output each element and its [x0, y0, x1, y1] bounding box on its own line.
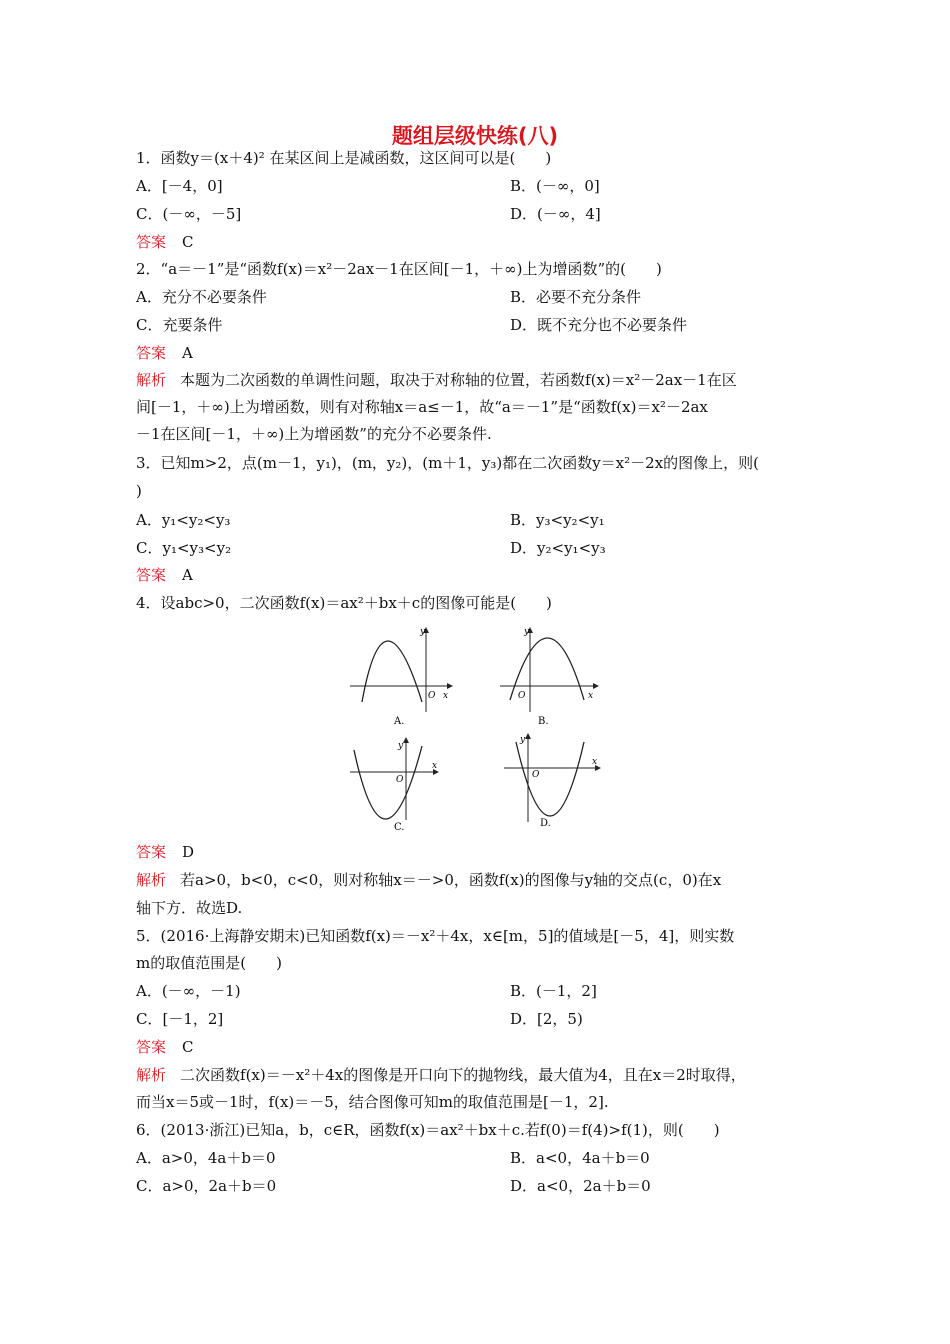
q1-option-a: A．[－4，0] [136, 177, 223, 195]
figure-d [504, 734, 600, 829]
q5-stem-cont: m的取值范围是( ) [136, 954, 282, 972]
axis-y-label: y [398, 741, 404, 751]
q3-option-b: B．y₃<y₂<y₁ [510, 511, 605, 529]
q1-stem: 1．函数y＝(x＋4)² 在某区间上是减函数，这区间可以是( ) [136, 149, 552, 167]
q4-answer [136, 842, 194, 862]
q3-option-d: D．y₂<y₁<y₃ [510, 539, 606, 557]
analysis-label: 解析 [136, 871, 167, 889]
q2-analysis-line-2: 间[－1，＋∞)上为增函数，则有对称轴x＝a≤－1，故“a＝－1”是“函数f(x)＝x²－2ax [136, 398, 708, 416]
q5-analysis-line-2: 而当x＝5或－1时，f(x)＝－5，结合图像可知m的取值范围是[－1，2]. [136, 1093, 609, 1111]
q6-option-a: A．a>0，4a＋b＝0 [136, 1149, 276, 1167]
answer-label: 答案 [136, 1038, 167, 1056]
page-title: 题组层级快练(八) [391, 124, 559, 148]
analysis-text: 若a>0，b<0，c<0，则对称轴x＝－>0，函数f(x)的图像与y轴的交点(c，0)在x [180, 871, 722, 889]
axis-y-label: y [524, 627, 530, 637]
axis-x-label: x [588, 691, 594, 701]
analysis-label: 解析 [136, 1066, 167, 1084]
analysis-label: 解析 [136, 371, 167, 389]
answer-value: A [182, 344, 193, 362]
q5-stem: 5．(2016·上海静安期末)已知函数f(x)＝－x²＋4x，x∈[m，5]的值域是[－5，4]，则实数 [136, 927, 735, 945]
q4-analysis-line-2: 轴下方．故选D. [136, 899, 243, 917]
q5-option-d: D．[2，5) [510, 1010, 583, 1028]
axis-x-label: x [443, 691, 449, 701]
q5-option-b: B．(－1，2] [510, 982, 597, 1000]
q4-figures [340, 620, 610, 840]
analysis-text: 二次函数f(x)＝－x²＋4x的图像是开口向下的抛物线，最大值为4，且在x＝2时取得， [180, 1066, 746, 1084]
q6-option-c: C．a>0，2a＋b＝0 [136, 1177, 277, 1195]
axis-y-label: y [420, 627, 426, 637]
figure-b-label: B. [538, 716, 549, 727]
q6-option-d: D．a<0，2a＋b＝0 [510, 1177, 651, 1195]
q3-stem: 3．已知m>2，点(m－1，y₁)，(m，y₂)，(m＋1，y₃)都在二次函数y＝x²－2x的图像上，则( [136, 454, 760, 472]
q2-option-d: D．既不充分也不必要条件 [510, 316, 688, 334]
q3-stem-cont: ) [136, 482, 142, 500]
answer-value: C [182, 1038, 194, 1056]
answer-value: A [182, 566, 193, 584]
q2-option-a: A．充分不必要条件 [136, 288, 267, 306]
q5-analysis-line-1 [136, 1065, 746, 1085]
answer-label: 答案 [136, 566, 167, 584]
axis-y-label: y [520, 735, 526, 745]
origin-label: O [518, 691, 526, 701]
figure-c-label: C. [394, 822, 405, 833]
q1-option-d: D．(－∞，4] [510, 205, 601, 223]
analysis-text: 本题为二次函数的单调性问题，取决于对称轴的位置，若函数f(x)＝x²－2ax－1在区 [180, 371, 737, 389]
q3-answer [136, 565, 193, 585]
q1-option-c: C．(－∞，－5] [136, 205, 242, 223]
answer-value: D [182, 843, 195, 861]
q2-stem: 2．“a＝－1”是“函数f(x)＝x²－2ax－1在区间[－1，＋∞)上为增函数”的( ) [136, 260, 662, 278]
origin-label: O [396, 775, 404, 785]
q2-option-b: B．必要不充分条件 [510, 288, 642, 306]
q4-analysis-line-1 [136, 870, 721, 890]
figure-a-label: A. [394, 716, 405, 727]
axis-x-label: x [592, 757, 598, 767]
q4-stem: 4．设abc>0，二次函数f(x)＝ax²＋bx＋c的图像可能是( ) [136, 594, 552, 612]
q6-stem: 6．(2013·浙江)已知a，b，c∈R，函数f(x)＝ax²＋bx＋c.若f(0)＝f(4)>f(1)，则( ) [136, 1121, 720, 1139]
q2-answer [136, 343, 193, 363]
q3-option-c: C．y₁<y₃<y₂ [136, 539, 232, 557]
q3-option-a: A．y₁<y₂<y₃ [136, 511, 231, 529]
q1-option-b: B．(－∞，0] [510, 177, 600, 195]
parabola-figures [340, 620, 610, 840]
figure-d-label: D. [540, 818, 551, 829]
answer-label: 答案 [136, 843, 167, 861]
figure-c [350, 738, 438, 833]
figure-a [350, 627, 452, 727]
answer-value: C [182, 233, 194, 251]
answer-label: 答案 [136, 233, 167, 251]
figure-b [500, 627, 598, 727]
q5-answer [136, 1037, 194, 1057]
q6-option-b: B．a<0，4a＋b＝0 [510, 1149, 650, 1167]
origin-label: O [428, 691, 436, 701]
q2-analysis-line-3: －1在区间[－1，＋∞)上为增函数”的充分不必要条件. [136, 425, 492, 443]
q2-option-c: C．充要条件 [136, 316, 223, 334]
axis-x-label: x [432, 761, 438, 771]
q1-answer [136, 232, 194, 252]
q2-analysis-line-1 [136, 370, 737, 390]
q5-option-c: C．[－1，2] [136, 1010, 224, 1028]
origin-label: O [532, 770, 540, 780]
q5-option-a: A．(－∞，－1) [136, 982, 241, 1000]
answer-label: 答案 [136, 344, 167, 362]
